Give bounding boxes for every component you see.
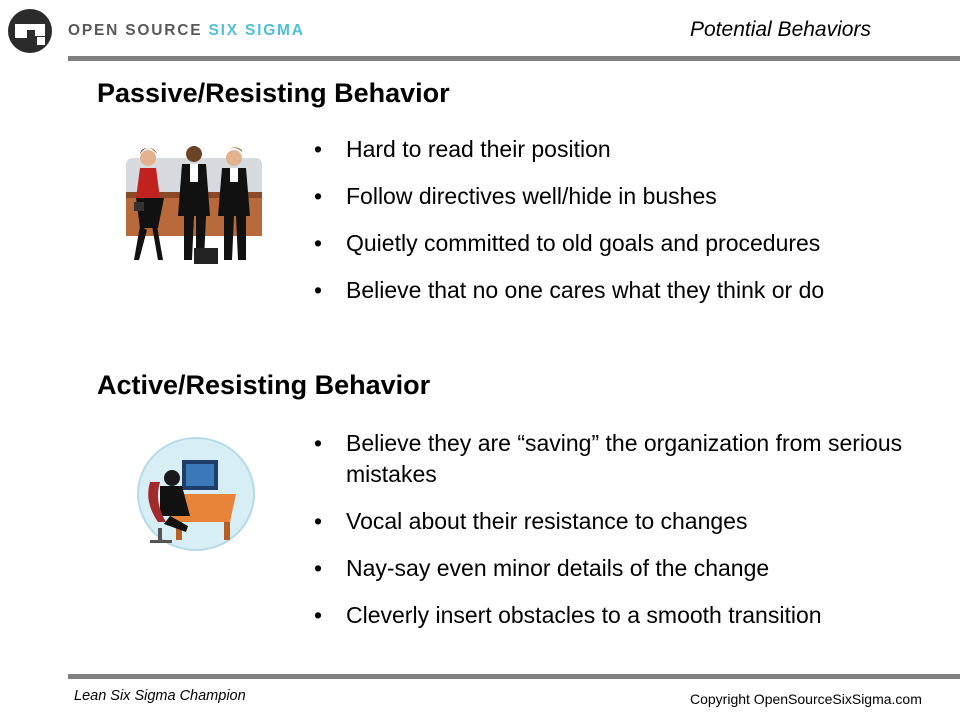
list-item-text: Vocal about their resistance to changes xyxy=(346,508,748,534)
list-item xyxy=(314,275,934,306)
brand-word-six-sigma: SIX SIGMA xyxy=(208,22,305,39)
active-behavior-list xyxy=(314,428,924,647)
list-item-text: Hard to read their position xyxy=(346,136,611,162)
bullet-marker: • xyxy=(314,277,323,303)
office-worker-at-computer-clipart-icon xyxy=(136,436,258,552)
slide-section-label: Potential Behaviors xyxy=(690,18,871,41)
list-item xyxy=(314,506,924,537)
list-item-text: Follow directives well/hide in bushes xyxy=(346,183,717,209)
heading-passive-resisting: Passive/Resisting Behavior xyxy=(97,78,450,108)
business-people-clipart-icon xyxy=(118,140,268,268)
brand-word-open-source: OPEN SOURCE xyxy=(68,22,203,39)
list-item-text: Cleverly insert obstacles to a smooth transition xyxy=(346,602,822,628)
logo-icon xyxy=(6,8,56,54)
list-item xyxy=(314,134,934,165)
list-item xyxy=(314,428,924,490)
list-item xyxy=(314,228,934,259)
footer-course-title: Lean Six Sigma Champion xyxy=(74,688,246,704)
list-item-text: Believe they are “saving” the organization from serious mistakes xyxy=(346,430,903,487)
bullet-marker: • xyxy=(314,230,323,256)
bullet-marker: • xyxy=(314,602,323,628)
footer-copyright: Copyright OpenSourceSixSigma.com xyxy=(690,691,922,707)
list-item xyxy=(314,181,934,212)
list-item-text: Believe that no one cares what they think or do xyxy=(346,277,825,303)
list-item xyxy=(314,553,924,584)
bullet-marker: • xyxy=(314,555,323,581)
heading-active-resisting: Active/Resisting Behavior xyxy=(97,370,431,400)
list-item-text: Quietly committed to old goals and procedures xyxy=(346,230,821,256)
bullet-marker: • xyxy=(314,136,323,162)
passive-behavior-list xyxy=(314,134,934,322)
brand-wordmark xyxy=(68,22,305,40)
list-item-text: Nay-say even minor details of the change xyxy=(346,555,770,581)
list-item xyxy=(314,600,924,631)
footer-divider xyxy=(68,674,960,679)
bullet-marker: • xyxy=(314,183,323,209)
bullet-marker: • xyxy=(314,430,323,456)
bullet-marker: • xyxy=(314,508,323,534)
header-divider xyxy=(68,56,960,61)
